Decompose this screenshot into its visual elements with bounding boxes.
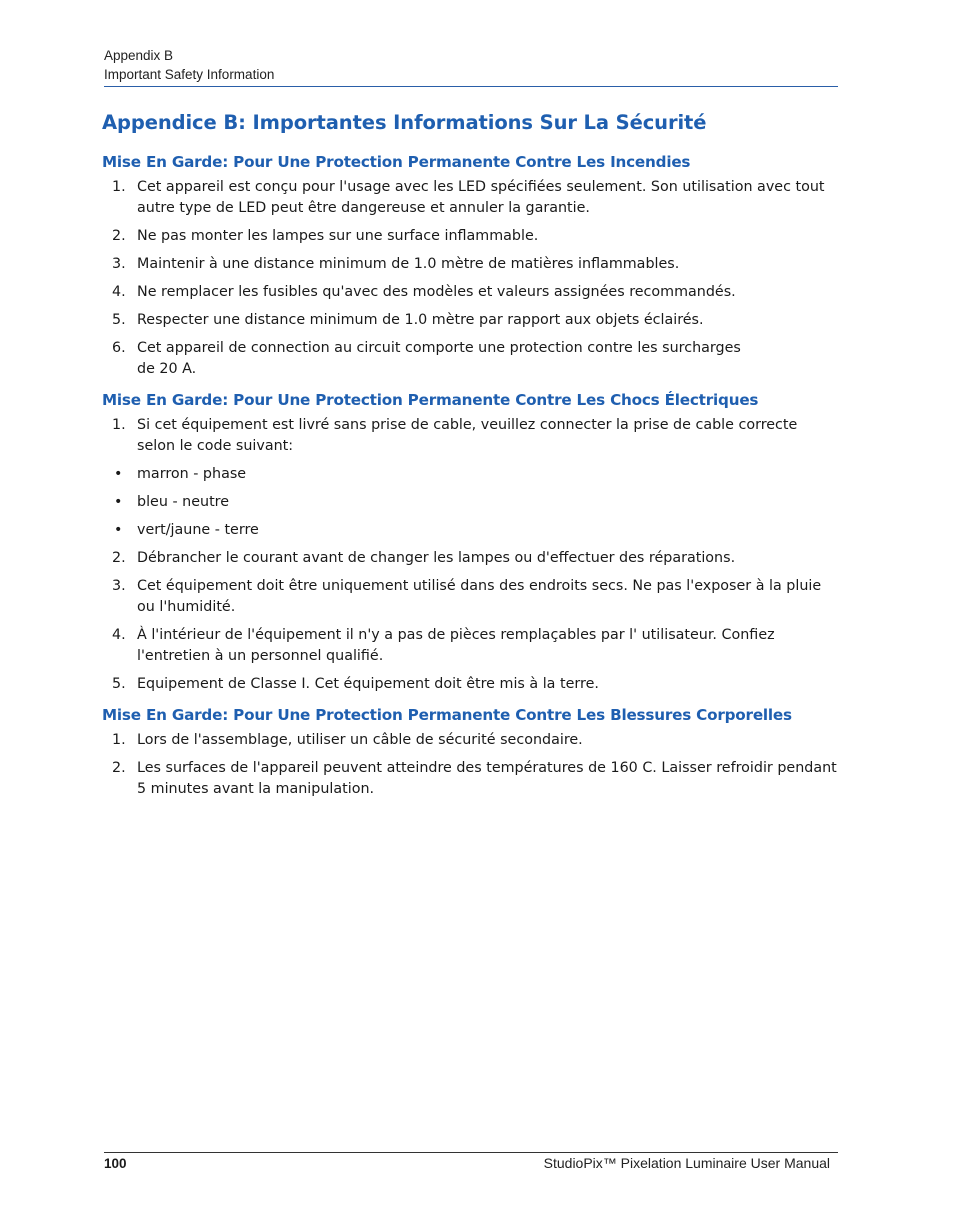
list-item: 2. Débrancher le courant avant de changer les lampes ou d'effectuer des réparations. <box>112 550 736 566</box>
list-item: 2. Les surfaces de l'appareil peuvent atteindre des températures de 160 C. Laisser refroidir pendant 5 minutes avant la manipulation. <box>112 760 837 797</box>
manual-title: StudioPix™ Pixelation Luminaire User Manual <box>543 1155 830 1171</box>
list-item: 1. Si cet équipement est livré sans prise de cable, veuillez connecter la prise de cable correcte selon le code suivant: <box>112 417 798 454</box>
list-item: 4. À l'intérieur de l'équipement il n'y a pas de pièces remplaçables par l' utilisateur. Confiez l'entretien à un personnel qualifié. <box>112 627 775 664</box>
section-heading-injury: Mise En Garde: Pour Une Protection Permanente Contre Les Blessures Corporelles <box>102 706 792 724</box>
list-item: 5. Equipement de Classe I. Cet équipement doit être mis à la terre. <box>112 676 599 692</box>
main-content <box>102 108 838 800</box>
fire-safety-list <box>102 177 838 380</box>
section-heading-electric: Mise En Garde: Pour Une Protection Permanente Contre Les Chocs Électriques <box>102 391 759 409</box>
list-item: 4. Ne remplacer les fusibles qu'avec des modèles et valeurs assignées recommandés. <box>112 284 736 300</box>
header-divider <box>104 86 838 87</box>
page-number: 100 <box>104 1156 127 1171</box>
injury-safety-list <box>102 730 838 800</box>
list-item: 1. Lors de l'assemblage, utiliser un câble de sécurité secondaire. <box>112 732 583 748</box>
page-title: Appendice B: Importantes Informations Sur La Sécurité <box>102 111 707 134</box>
bullet-item: • vert/jaune - terre <box>114 522 259 538</box>
footer-divider <box>104 1152 838 1153</box>
list-item: 6. Cet appareil de connection au circuit comporte une protection contre les surcharges de 20 A. <box>112 340 741 377</box>
section-heading-fire: Mise En Garde: Pour Une Protection Permanente Contre Les Incendies <box>102 153 691 171</box>
bullet-item: • bleu - neutre <box>114 494 230 510</box>
list-item: 1. Cet appareil est conçu pour l'usage avec les LED spécifiées seulement. Son utilisation avec tout autre type de LED peut être dangereuse et annuler la garantie. <box>112 179 825 216</box>
list-item: 3. Cet équipement doit être uniquement utilisé dans des endroits secs. Ne pas l'exposer à la pluie ou l'humidité. <box>112 578 822 615</box>
electric-safety-list <box>102 415 838 695</box>
list-item: 2. Ne pas monter les lampes sur une surface inflammable. <box>112 228 539 244</box>
list-item: 3. Maintenir à une distance minimum de 1.0 mètre de matières inflammables. <box>112 256 680 272</box>
bullet-item: • marron - phase <box>114 466 247 482</box>
header-section: Important Safety Information <box>104 67 275 82</box>
list-item: 5. Respecter une distance minimum de 1.0 mètre par rapport aux objets éclairés. <box>112 312 704 328</box>
header-appendix: Appendix B <box>104 48 174 63</box>
running-header <box>104 46 838 84</box>
